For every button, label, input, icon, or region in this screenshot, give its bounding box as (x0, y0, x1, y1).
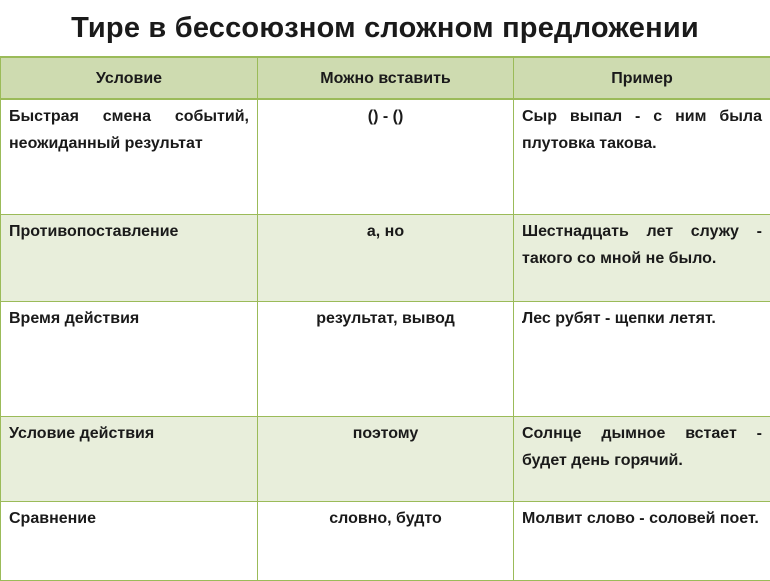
condition-cell: Быстрая смена событий, неожиданный результат (1, 99, 258, 215)
example-cell: Сыр выпал - с ним была плутовка такова. (514, 99, 770, 215)
header-example: Пример (514, 57, 770, 99)
table-row (1, 417, 770, 502)
table-row (1, 215, 770, 302)
insert-cell: словно, будто (258, 502, 514, 581)
table-header-row (1, 57, 770, 99)
table-row (1, 99, 770, 215)
example-cell: Лес рубят - щепки летят. (514, 302, 770, 417)
table-row (1, 502, 770, 581)
condition-cell: Условие действия (1, 417, 258, 502)
condition-cell: Сравнение (1, 502, 258, 581)
condition-cell: Время действия (1, 302, 258, 417)
insert-cell: поэтому (258, 417, 514, 502)
rules-table (0, 56, 770, 581)
page-title: Тире в бессоюзном сложном предложении (0, 0, 770, 56)
example-cell: Молвит слово - соловей поет. (514, 502, 770, 581)
condition-cell: Противопоставление (1, 215, 258, 302)
insert-cell: а, но (258, 215, 514, 302)
header-insert: Можно вставить (258, 57, 514, 99)
example-cell: Шестнадцать лет служу - такого со мной не было. (514, 215, 770, 302)
header-condition: Условие (1, 57, 258, 99)
example-cell: Солнце дымное встает - будет день горячий. (514, 417, 770, 502)
insert-cell: () - () (258, 99, 514, 215)
insert-cell: результат, вывод (258, 302, 514, 417)
table-row (1, 302, 770, 417)
